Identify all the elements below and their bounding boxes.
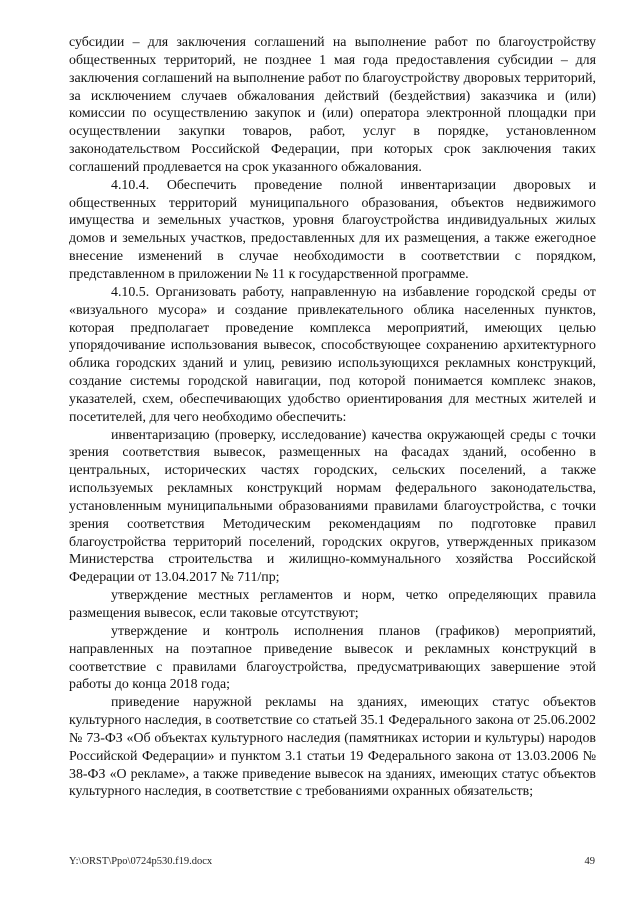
- list-item-inventory: инвентаризацию (проверку, исследование) качества окружающей среды с точки зрения соответствия вывесок, размещенных на фасадах зданий, особенно в центральных, исторических частях городских, сельских поселений, а также используемых рекламных конструкций нормам федерального законодательства, установленным муниципальными образованиями правилами благоустройства, с точки зрения соответствия Методическим рекомендациям по подготовке правил благоустройства территорий поселений, городских округов, утвержденных приказом Министерства строительства и жилищно-коммунального хозяйства Российской Федерации от 13.04.2017 № 711/пр;: [69, 427, 596, 586]
- paragraph-4-10-4: 4.10.4. Обеспечить проведение полной инвентаризации дворовых и общественных территорий муниципального образования, объектов недвижимого имущества и земельных участков, уровня благоустройства индивидуальных жилых домов и земельных участков, предоставленных для их размещения, а также ежегодное внесение изменений в случае необходимости в соответствии с порядком, представленном в приложении № 11 к государственной программе.: [69, 177, 596, 282]
- list-item-plans-approval: утверждение и контроль исполнения планов (графиков) мероприятий, направленных на поэтапное приведение вывесок и рекламных конструкций в соответствие с правилами благоустройства, предусматривающих завершение этой работы до конца 2018 года;: [69, 623, 596, 693]
- document-body: [69, 34, 596, 801]
- page-number: 49: [584, 856, 595, 867]
- paragraph-4-10-5: 4.10.5. Организовать работу, направленную на избавление городской среды от «визуального мусора» и создание привлекательного облика населенных пунктов, которая предполагает проведение комплекса мероприятий, имеющих целью упорядочивание использования вывесок, способствующее сохранению архитектурного облика городских зданий и улиц, ревизию использующихся рекламных конструкций, создание системы городской навигации, под которой понимается комплекс знаков, указателей, схем, обеспечивающих удобство ориентирования для местных жителей и посетителей, для чего необходимо обеспечить:: [69, 284, 596, 425]
- paragraph-subsidy-continuation: субсидии – для заключения соглашений на выполнение работ по благоустройству общественных территорий, не позднее 1 мая года предоставления субсидии – для заключения соглашений на выполнение работ по благоустройству дворовых территорий, за исключением случаев обжалования действий (бездействия) заказчика и (или) комиссии по осуществлению закупок и (или) оператора электронной площадки при осуществлении закупки товаров, работ, услуг в порядке, установленном законодательством Российской Федерации, при которых срок заключения таких соглашений продлевается на срок указанного обжалования.: [69, 35, 596, 175]
- list-item-local-regulations: утверждение местных регламентов и норм, четко определяющих правила размещения вывесок, если таковые отсутствуют;: [69, 588, 596, 621]
- list-item-outdoor-advertising: приведение наружной рекламы на зданиях, имеющих статус объектов культурного наследия, в соответствие со статьей 35.1 Федерального закона от 25.06.2002 № 73-ФЗ «Об объектах культурного наследия (памятниках истории и культуры) народов Российской Федерации» и пунктом 3.1 статьи 19 Федерального закона от 13.03.2006 № 38-ФЗ «О рекламе», а также приведение вывесок на зданиях, имеющих статус объектов культурного наследия, в соответствие с требованиями охранных обязательств;: [69, 695, 596, 800]
- footer-file-path: Y:\ORST\Ppo\0724p530.f19.docx: [69, 856, 213, 867]
